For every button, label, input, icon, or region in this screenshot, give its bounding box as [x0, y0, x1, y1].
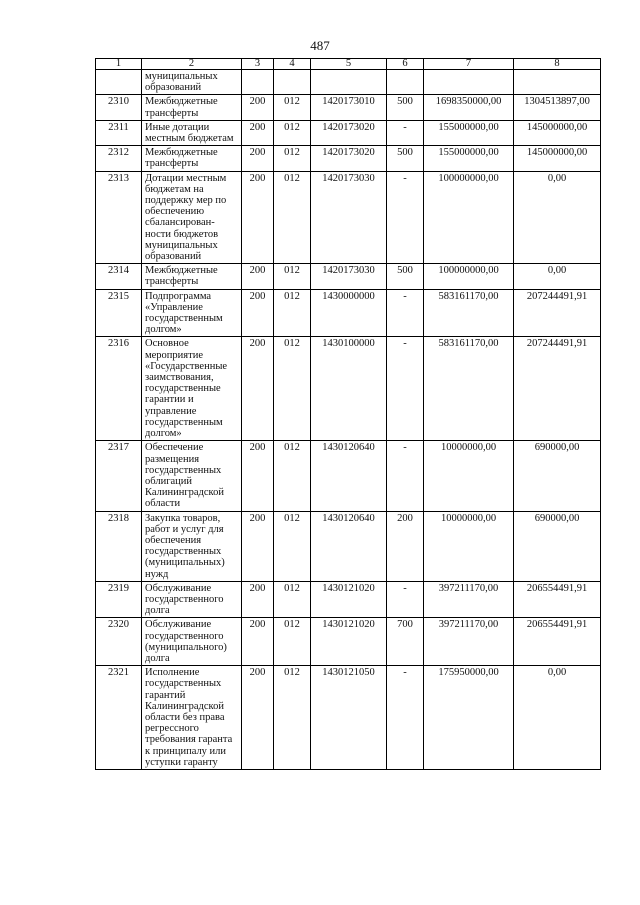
table-row	[96, 171, 601, 264]
row-name: Межбюджетные трансферты	[142, 146, 242, 171]
row-col7: 397211170,00	[424, 618, 514, 666]
row-col3: 200	[242, 618, 274, 666]
row-col4: 012	[274, 120, 311, 145]
row-col6: 700	[387, 618, 424, 666]
budget-table	[95, 58, 601, 770]
row-col6: -	[387, 120, 424, 145]
row-name: Дотации местным бюджетам на поддержку мер по обеспечению сбалансирован-ности бюджетов муниципальных образований	[142, 171, 242, 264]
row-name: Межбюджетные трансферты	[142, 264, 242, 289]
row-col3: 200	[242, 511, 274, 581]
col-header-4: 4	[274, 59, 311, 70]
row-number: 2319	[96, 581, 142, 618]
row-col3: 200	[242, 171, 274, 264]
row-number: 2311	[96, 120, 142, 145]
row-col7: 175950000,00	[424, 666, 514, 770]
row-col5: 1430120640	[311, 511, 387, 581]
row-col6: -	[387, 581, 424, 618]
row-name: Основное мероприятие «Государственные заимствования, государственные гарантии и управление государственным долгом»	[142, 337, 242, 441]
row-col7: 583161170,00	[424, 289, 514, 337]
row-col8: 145000000,00	[514, 146, 601, 171]
row-col3: 200	[242, 441, 274, 511]
row-name: Закупка товаров, работ и услуг для обеспечения государственных (муниципальных) нужд	[142, 511, 242, 581]
row-col6	[387, 70, 424, 95]
row-number: 2320	[96, 618, 142, 666]
row-number: 2312	[96, 146, 142, 171]
row-col8: 206554491,91	[514, 581, 601, 618]
row-col8: 1304513897,00	[514, 95, 601, 120]
row-col5: 1420173020	[311, 120, 387, 145]
col-header-7: 7	[424, 59, 514, 70]
row-name: Обеспечение размещения государственных облигаций Калининградской области	[142, 441, 242, 511]
row-col3: 200	[242, 120, 274, 145]
row-col4: 012	[274, 618, 311, 666]
row-col8: 690000,00	[514, 441, 601, 511]
col-header-3: 3	[242, 59, 274, 70]
row-number: 2321	[96, 666, 142, 770]
row-col7: 155000000,00	[424, 120, 514, 145]
row-col8: 207244491,91	[514, 337, 601, 441]
row-col8: 0,00	[514, 171, 601, 264]
table-row	[96, 95, 601, 120]
table-row	[96, 618, 601, 666]
row-col6: 500	[387, 95, 424, 120]
row-name: Обслуживание государственного долга	[142, 581, 242, 618]
row-col5: 1430000000	[311, 289, 387, 337]
row-col6: -	[387, 289, 424, 337]
row-number: 2310	[96, 95, 142, 120]
row-col6: -	[387, 666, 424, 770]
row-col7: 10000000,00	[424, 441, 514, 511]
row-col4: 012	[274, 666, 311, 770]
row-col5: 1420173030	[311, 264, 387, 289]
row-col3: 200	[242, 146, 274, 171]
row-col3: 200	[242, 289, 274, 337]
row-col7: 397211170,00	[424, 581, 514, 618]
header-row	[96, 59, 601, 70]
row-col8	[514, 70, 601, 95]
table-row	[96, 337, 601, 441]
row-col4: 012	[274, 146, 311, 171]
row-col5	[311, 70, 387, 95]
row-name: Подпрограмма «Управление государственным долгом»	[142, 289, 242, 337]
row-col6: -	[387, 171, 424, 264]
row-col4: 012	[274, 441, 311, 511]
row-col5: 1430121050	[311, 666, 387, 770]
row-col7	[424, 70, 514, 95]
row-col5: 1420173010	[311, 95, 387, 120]
row-col8: 206554491,91	[514, 618, 601, 666]
table-row	[96, 146, 601, 171]
table-row	[96, 264, 601, 289]
table-row	[96, 511, 601, 581]
table-row	[96, 666, 601, 770]
row-col5: 1430120640	[311, 441, 387, 511]
table-row	[96, 441, 601, 511]
row-col6: -	[387, 441, 424, 511]
row-col3: 200	[242, 264, 274, 289]
page-number: 487	[310, 38, 330, 53]
row-col4: 012	[274, 581, 311, 618]
row-number: 2317	[96, 441, 142, 511]
row-col7: 10000000,00	[424, 511, 514, 581]
row-col8: 0,00	[514, 264, 601, 289]
col-header-8: 8	[514, 59, 601, 70]
row-col4: 012	[274, 95, 311, 120]
row-col3: 200	[242, 581, 274, 618]
row-number: 2314	[96, 264, 142, 289]
row-col3	[242, 70, 274, 95]
row-col7: 583161170,00	[424, 337, 514, 441]
row-name: Обслуживание государственного (муниципального) долга	[142, 618, 242, 666]
row-number: 2316	[96, 337, 142, 441]
row-col6: 200	[387, 511, 424, 581]
row-col5: 1430100000	[311, 337, 387, 441]
row-col7: 155000000,00	[424, 146, 514, 171]
col-header-2: 2	[142, 59, 242, 70]
col-header-1: 1	[96, 59, 142, 70]
row-col8: 207244491,91	[514, 289, 601, 337]
row-col4: 012	[274, 264, 311, 289]
row-col6: 500	[387, 146, 424, 171]
row-col4: 012	[274, 171, 311, 264]
col-header-5: 5	[311, 59, 387, 70]
table-row	[96, 581, 601, 618]
table-row	[96, 120, 601, 145]
table-row	[96, 289, 601, 337]
row-number	[96, 70, 142, 95]
row-col6: 500	[387, 264, 424, 289]
row-col4: 012	[274, 337, 311, 441]
row-col3: 200	[242, 337, 274, 441]
row-col4: 012	[274, 511, 311, 581]
row-number: 2315	[96, 289, 142, 337]
row-number: 2313	[96, 171, 142, 264]
row-col5: 1430121020	[311, 581, 387, 618]
row-col8: 0,00	[514, 666, 601, 770]
row-col6: -	[387, 337, 424, 441]
row-col7: 100000000,00	[424, 171, 514, 264]
col-header-6: 6	[387, 59, 424, 70]
row-col4: 012	[274, 289, 311, 337]
row-col5: 1420173030	[311, 171, 387, 264]
row-name: Иные дотации местным бюджетам	[142, 120, 242, 145]
table-row	[96, 70, 601, 95]
row-name: муниципальных образований	[142, 70, 242, 95]
row-col7: 100000000,00	[424, 264, 514, 289]
row-col4	[274, 70, 311, 95]
row-col5: 1430121020	[311, 618, 387, 666]
row-col8: 690000,00	[514, 511, 601, 581]
row-col8: 145000000,00	[514, 120, 601, 145]
row-name: Межбюджетные трансферты	[142, 95, 242, 120]
row-col3: 200	[242, 666, 274, 770]
row-col7: 1698350000,00	[424, 95, 514, 120]
row-col5: 1420173020	[311, 146, 387, 171]
row-name: Исполнение государственных гарантий Калининградской области без права регрессного требования гаранта к принципалу или уступки гаранту	[142, 666, 242, 770]
row-number: 2318	[96, 511, 142, 581]
row-col3: 200	[242, 95, 274, 120]
